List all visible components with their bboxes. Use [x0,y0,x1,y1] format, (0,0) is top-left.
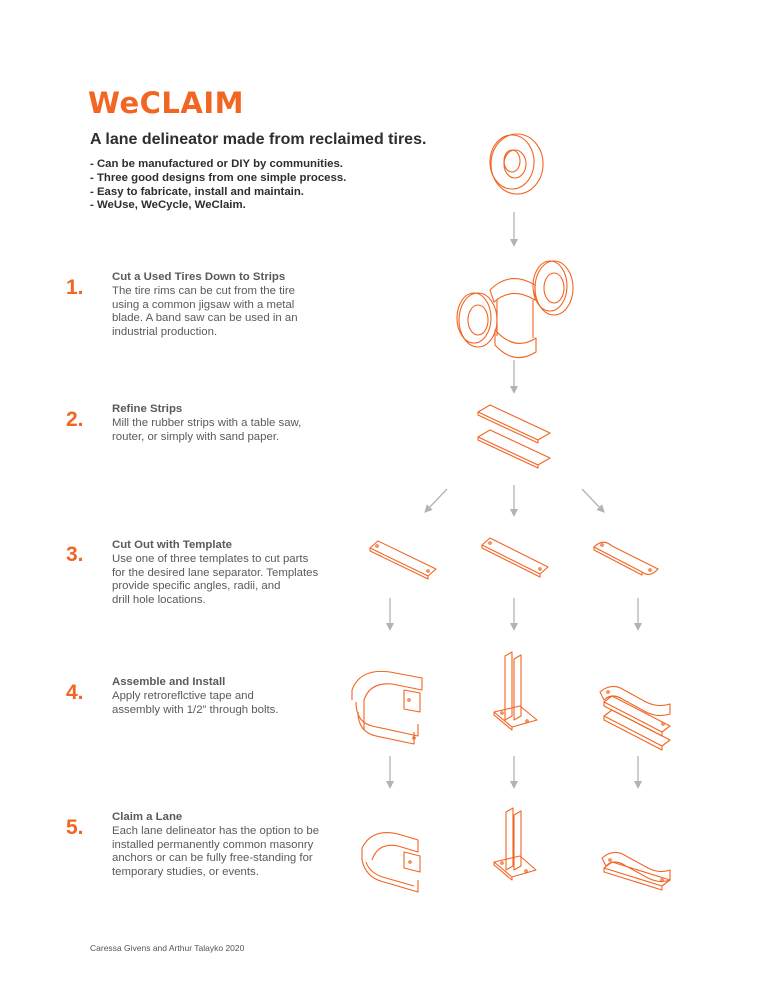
template-strip-right-icon [594,542,658,575]
step-4-title: Assemble and Install [112,676,226,688]
step-1-title: Cut a Used Tires Down to Strips [112,271,286,283]
arrow-down-right-icon [582,489,602,510]
step-2-description: Mill the rubber strips with a table saw, router, or simply with sand paper. [112,417,302,443]
step-3-title: Cut Out with Template [112,539,233,551]
step-3-description: Use one of three templates to cut parts for the desired lane separator. Templates provide specific angles, radii, and drill hole locations. [112,553,319,606]
step-4-description: Apply retroreflctive tape and assembly with 1/2” through bolts. [112,690,279,716]
step-1-number: 1. [66,276,84,299]
installed-arch-right-icon [602,852,670,890]
installed-post-center-icon [494,808,536,880]
feature-item: - Easy to fabricate, install and maintain. [90,185,304,198]
rubber-strips-icon [478,405,550,468]
step-3-number: 3. [66,543,84,566]
assembled-arch-right-icon [600,686,670,750]
step-1-description: The tire rims can be cut from the tire using a common jigsaw with a metal blade. A band saw can be used in an industrial production. [112,285,298,338]
cut-tire-sections-icon [457,261,573,358]
step-2-number: 2. [66,408,84,431]
arrow-down-left-icon [427,489,447,510]
assembled-post-center-icon [494,652,537,730]
brand-logo: WeCLAIM [88,86,244,120]
step-5-title: Claim a Lane [112,811,183,823]
assembled-arch-left-icon [352,671,422,744]
template-strip-center-icon [482,538,548,577]
step-5-number: 5. [66,816,84,839]
step-5-description: Each lane delineator has the option to be installed permanently common masonry anchors or can be fully free-standing for temporary studies, or events. [112,825,320,878]
credit-line: Caressa Givens and Arthur Talayko 2020 [90,943,245,953]
template-strip-left-icon [370,541,436,579]
step-4-number: 4. [66,681,84,704]
feature-item: - Three good designs from one simple process. [90,171,347,184]
page-headline: A lane delineator made from reclaimed tires. [90,131,427,148]
step-2-title: Refine Strips [112,403,183,415]
feature-item: - WeUse, WeCycle, WeClaim. [90,199,246,212]
installed-arch-left-icon [362,833,420,892]
tire-icon [490,134,543,194]
feature-item: - Can be manufactured or DIY by communities. [90,158,343,170]
